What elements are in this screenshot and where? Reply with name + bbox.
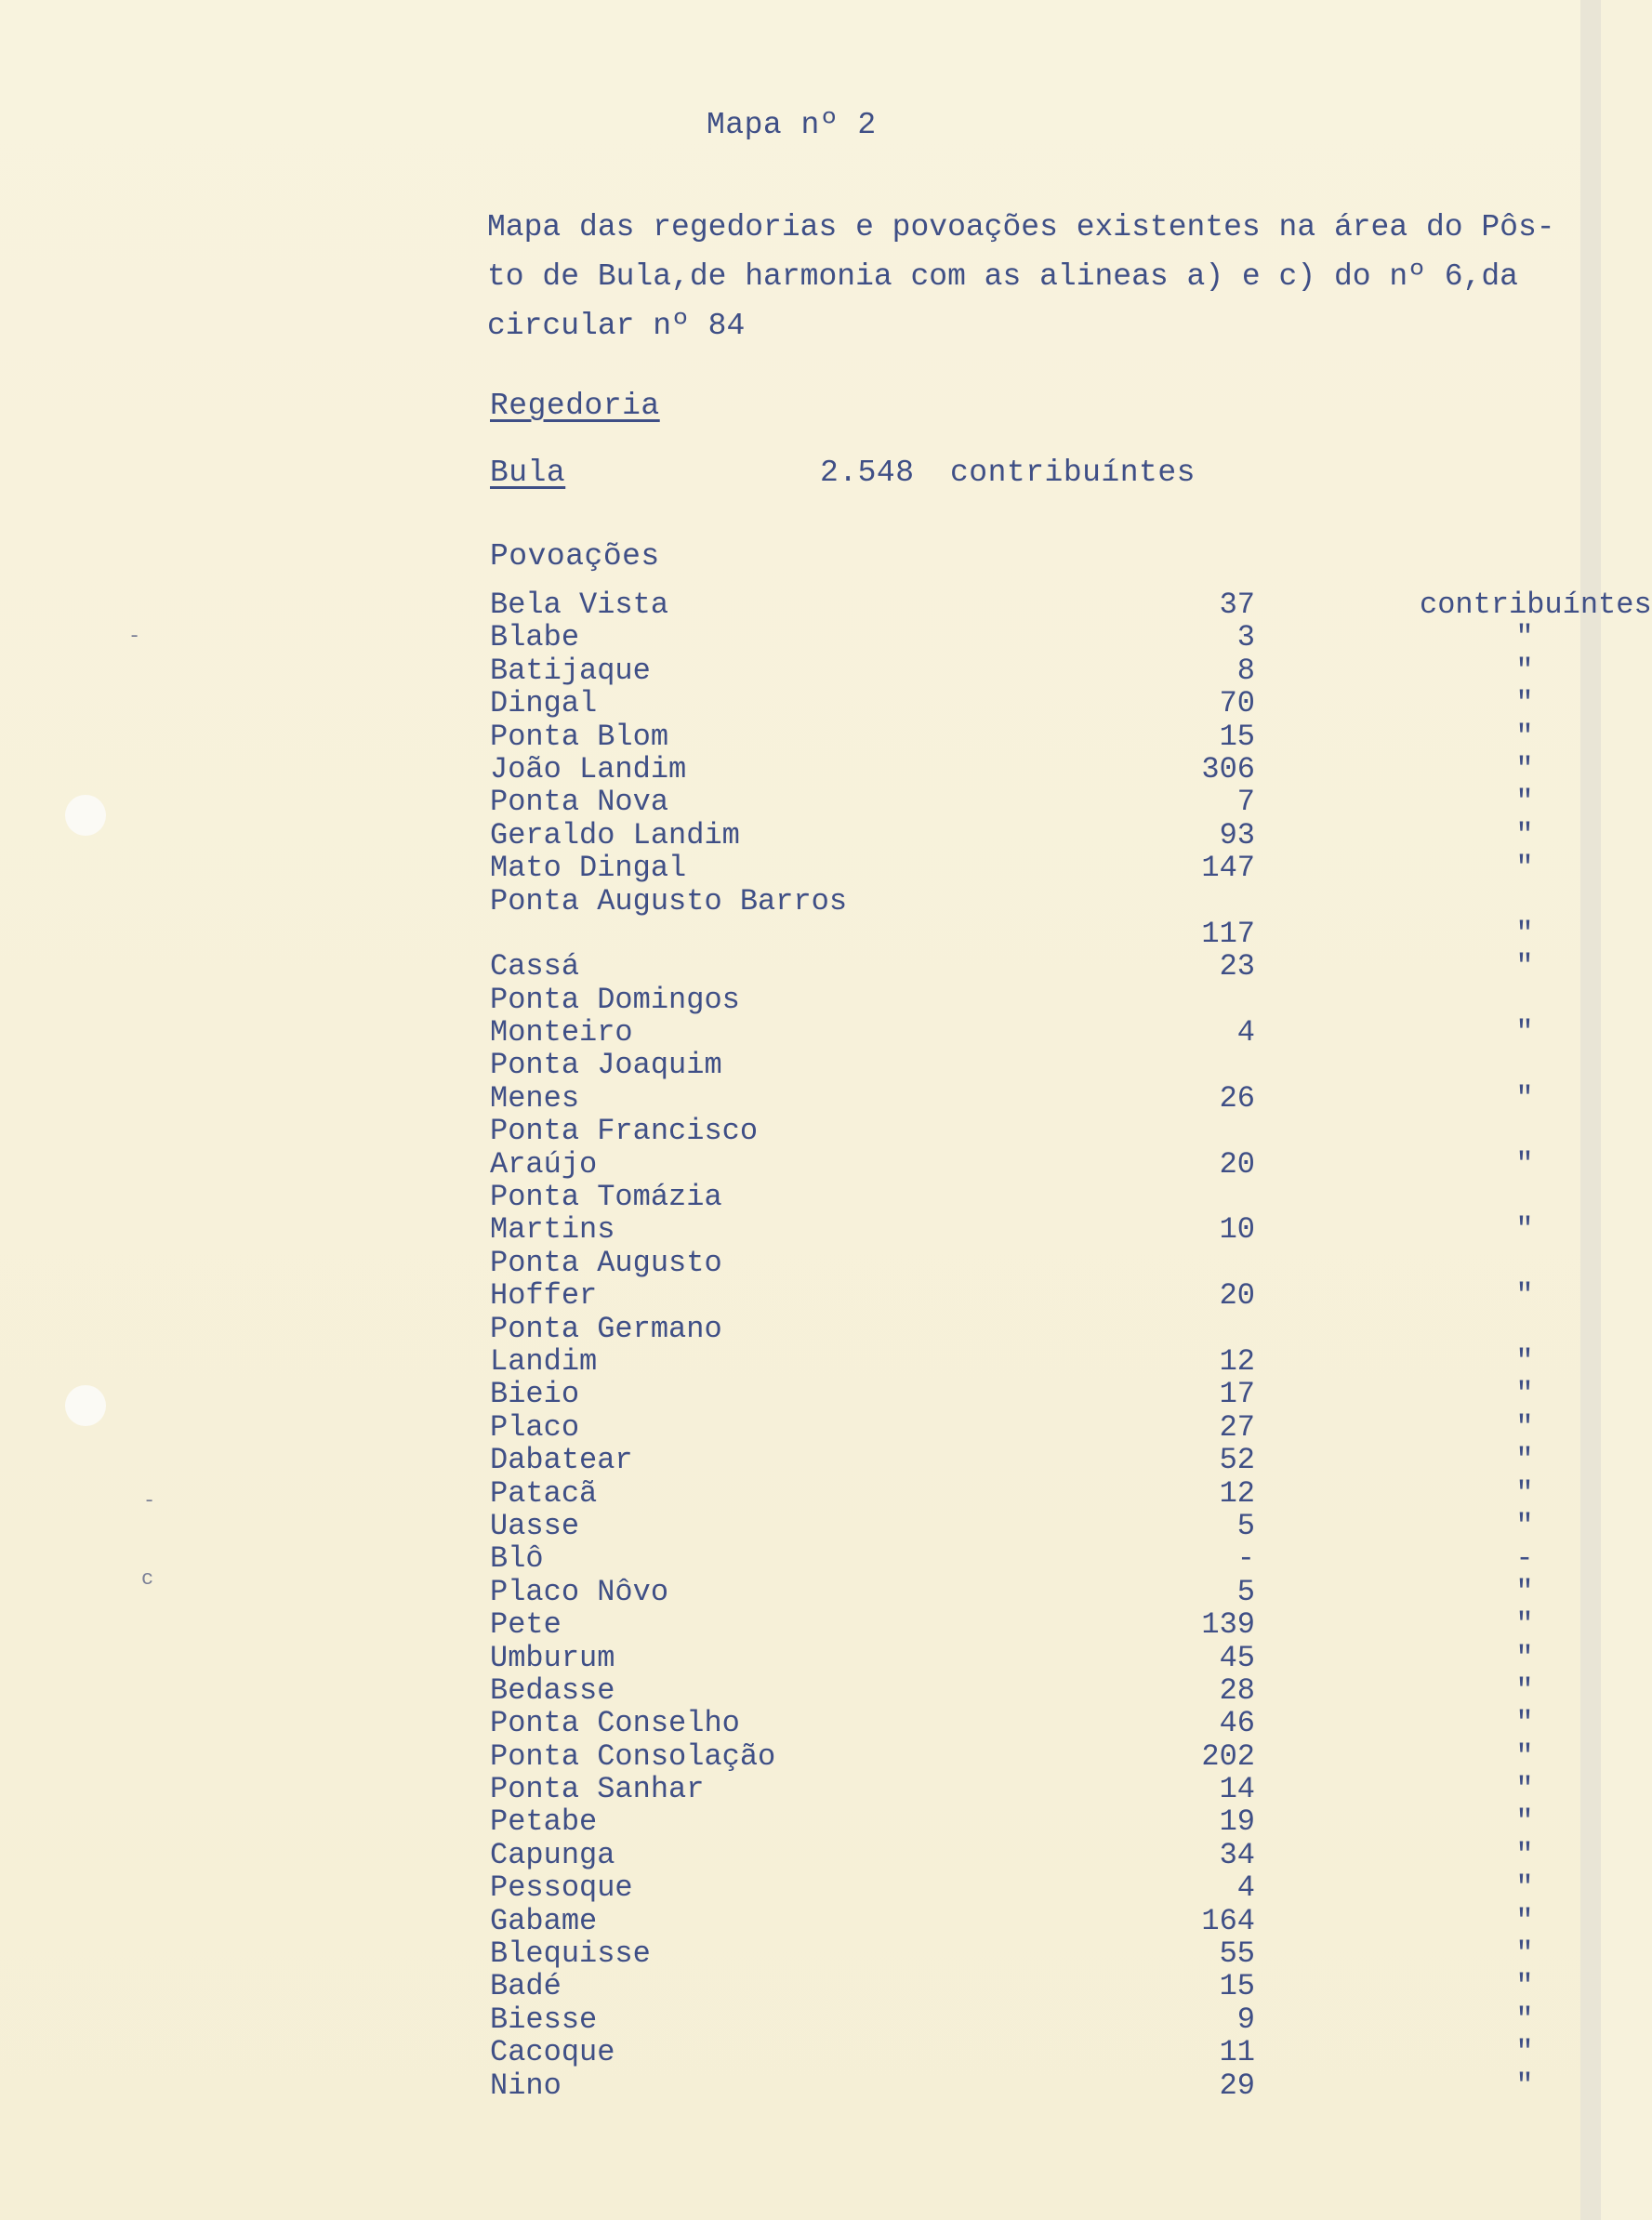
povoacoes-list (490, 588, 1652, 2103)
povoacao-value: 4 (1236, 1870, 1255, 1906)
povoacao-name: Badé (490, 1969, 562, 2004)
ditto-mark: " (1515, 1409, 1534, 1445)
ditto-mark: " (1515, 751, 1534, 786)
margin-mark: c (141, 1567, 154, 1591)
ditto-mark: " (1515, 1903, 1534, 1938)
regedoria-heading: Regedoria (490, 389, 660, 423)
ditto-mark: " (1515, 686, 1534, 721)
list-item (490, 1969, 1534, 2004)
povoacao-name: Pessoque (490, 1870, 633, 1906)
ditto-mark: " (1515, 1443, 1534, 1478)
list-item (490, 1048, 1234, 1083)
ditto-mark: " (1515, 1607, 1534, 1643)
povoacao-name: Monteiro (490, 1015, 633, 1051)
povoacao-value: - (1236, 1541, 1255, 1577)
margin-mark: - (143, 1489, 156, 1513)
ditto-mark: " (1515, 1508, 1534, 1543)
povoacao-value: 139 (1201, 1607, 1255, 1643)
ditto-mark: " (1515, 1343, 1534, 1379)
povoacao-value: 15 (1219, 1969, 1255, 2004)
povoacao-name: Ponta Augusto Barros (490, 883, 848, 918)
povoacao-value: 15 (1219, 719, 1255, 754)
povoacao-value: 9 (1236, 2002, 1255, 2037)
ditto-mark: " (1515, 1475, 1534, 1511)
povoacao-name: Ponta Consolação (490, 1738, 776, 1774)
povoacao-name: Gabame (490, 1903, 598, 1938)
povoacao-value: 164 (1201, 1903, 1255, 1938)
list-item (490, 1146, 1534, 1182)
povoacao-value: 45 (1219, 1640, 1255, 1675)
list-item (490, 1312, 1234, 1344)
povoacao-name: Ponta Blom (490, 719, 669, 754)
povoacao-value: 17 (1219, 1377, 1255, 1412)
list-item (490, 884, 1234, 917)
povoacao-name: Menes (490, 1080, 580, 1116)
ditto-mark: " (1515, 1640, 1534, 1675)
povoacao-value: 20 (1219, 1278, 1255, 1314)
ditto-mark: " (1515, 1377, 1534, 1412)
list-item (490, 653, 1534, 688)
list-item (490, 1377, 1534, 1412)
povoacao-name: Ponta Francisco (490, 1114, 759, 1149)
povoacao-name: Geraldo Landim (490, 817, 740, 852)
ditto-mark: " (1515, 1080, 1534, 1116)
povoacao-name: Ponta Sanhar (490, 1772, 705, 1807)
povoacao-value: 7 (1236, 785, 1255, 820)
povoacao-name: Ponta Tomázia (490, 1180, 722, 1215)
ditto-mark: " (1515, 1870, 1534, 1906)
povoacao-name: Blequisse (490, 1936, 651, 1972)
list-item (490, 1114, 1234, 1149)
povoacao-name: Martins (490, 1212, 615, 1248)
povoacao-name: Ponta Domingos (490, 982, 740, 1017)
ditto-mark: " (1515, 916, 1534, 951)
povoacao-value: 34 (1219, 1837, 1255, 1872)
povoacao-value: 23 (1219, 949, 1255, 984)
povoacao-name: Blô (490, 1541, 544, 1577)
unit-label: contribuíntes (1420, 588, 1652, 622)
list-item (490, 1804, 1534, 1840)
intro-line: to de Bula,de harmonia com as alineas a) e c) do nº 6,da (487, 259, 1518, 294)
povoacao-value: 19 (1219, 1804, 1255, 1840)
list-item (490, 1212, 1534, 1248)
list-item (490, 1640, 1534, 1675)
povoacao-name: Placo (490, 1409, 580, 1445)
povoacao-name: Dingal (490, 686, 598, 721)
povoacao-value: 12 (1219, 1343, 1255, 1379)
povoacao-value: 10 (1219, 1212, 1255, 1248)
ditto-mark: " (1515, 2068, 1534, 2103)
ditto-mark: " (1515, 2035, 1534, 2070)
list-item (490, 1772, 1534, 1807)
page-title: Mapa nº 2 (707, 108, 877, 142)
povoacao-value: 11 (1219, 2035, 1255, 2070)
punch-hole-top (65, 795, 106, 836)
list-item (490, 1936, 1534, 1972)
list-item (490, 1409, 1534, 1445)
povoacao-value: 117 (1201, 916, 1255, 951)
ditto-mark: " (1515, 1574, 1534, 1609)
povoacao-value: 3 (1236, 620, 1255, 655)
list-item (490, 686, 1534, 721)
list-item (490, 1278, 1534, 1314)
povoacao-value: 147 (1201, 851, 1255, 886)
ditto-mark: " (1515, 620, 1534, 655)
povoacao-value: 55 (1219, 1936, 1255, 1972)
povoacao-value: 46 (1219, 1706, 1255, 1741)
ditto-mark: " (1515, 2002, 1534, 2037)
ditto-mark: " (1515, 1969, 1534, 2004)
list-item (490, 1343, 1534, 1379)
povoacao-name: Umburum (490, 1640, 615, 1675)
povoacao-value: 20 (1219, 1146, 1255, 1182)
povoacao-name: Nino (490, 2068, 562, 2103)
povoacao-value: 12 (1219, 1475, 1255, 1511)
povoacao-name: Cacoque (490, 2035, 615, 2070)
list-item (490, 719, 1534, 754)
list-item (490, 983, 1234, 1015)
regedoria-unit: contribuíntes (950, 456, 1196, 490)
povoacao-name: Bieio (490, 1377, 580, 1412)
povoacao-name: Bedasse (490, 1672, 615, 1708)
intro-line: circular nº 84 (487, 309, 746, 343)
povoacao-value: 37 (1219, 588, 1255, 622)
list-item (490, 1903, 1534, 1938)
list-item (490, 1870, 1534, 1906)
ditto-mark: " (1515, 1837, 1534, 1872)
ditto-mark: " (1515, 653, 1534, 688)
ditto-mark: " (1515, 1278, 1534, 1314)
povoacao-name: Mato Dingal (490, 851, 687, 886)
list-item (490, 1706, 1534, 1741)
list-item (490, 2035, 1534, 2070)
list-item (490, 1180, 1234, 1215)
povoacao-value: 70 (1219, 686, 1255, 721)
regedoria-name: Bula (490, 456, 566, 490)
povoacao-name: Placo Nôvo (490, 1574, 669, 1609)
ditto-mark: " (1515, 1706, 1534, 1741)
intro-line: Mapa das regedorias e povoações existentes na área do Pôs- (487, 210, 1555, 244)
povoacao-value: 306 (1201, 751, 1255, 786)
list-item (490, 1508, 1534, 1543)
povoacao-value: 202 (1201, 1738, 1255, 1774)
ditto-mark: " (1515, 1212, 1534, 1248)
list-item (490, 817, 1534, 852)
page-edge (1580, 0, 1601, 2220)
list-item (490, 1607, 1534, 1643)
povoacao-value: 14 (1219, 1772, 1255, 1807)
povoacao-name: Hoffer (490, 1278, 598, 1314)
povoacao-name: Cassá (490, 949, 580, 984)
margin-mark: - (128, 625, 141, 648)
list-item (490, 916, 1534, 951)
povoacao-name: Ponta Germano (490, 1311, 722, 1346)
povoacao-name: Pete (490, 1607, 562, 1643)
ditto-mark: " (1515, 851, 1534, 886)
ditto-mark: " (1515, 785, 1534, 820)
list-item (490, 620, 1534, 655)
ditto-mark: - (1515, 1541, 1534, 1577)
povoacao-value: 5 (1236, 1574, 1255, 1609)
povoacao-name: Blabe (490, 620, 580, 655)
povoacao-name: Biesse (490, 2002, 598, 2037)
povoacao-value: 27 (1219, 1409, 1255, 1445)
list-item (490, 1738, 1534, 1774)
list-item (490, 751, 1534, 786)
povoacao-name: Batijaque (490, 653, 651, 688)
povoacao-value: 8 (1236, 653, 1255, 688)
povoacao-name: Ponta Conselho (490, 1706, 740, 1741)
povoacao-name: Ponta Joaquim (490, 1048, 722, 1083)
povoacao-value: 28 (1219, 1672, 1255, 1708)
povoacao-value: 4 (1236, 1015, 1255, 1051)
regedoria-value: 2.548 (820, 456, 915, 490)
list-item (490, 1475, 1534, 1511)
intro-paragraph (487, 203, 1555, 350)
list-item (490, 1246, 1234, 1278)
povoacao-name: Dabatear (490, 1443, 633, 1478)
list-item (490, 1015, 1534, 1051)
povoacao-value: 26 (1219, 1080, 1255, 1116)
povoacao-name: Araújo (490, 1146, 598, 1182)
list-item (490, 1443, 1534, 1478)
ditto-mark: " (1515, 1146, 1534, 1182)
povoacao-value: 5 (1236, 1508, 1255, 1543)
ditto-mark: " (1515, 1015, 1534, 1051)
povoacao-value: 29 (1219, 2068, 1255, 2103)
list-item (490, 851, 1534, 886)
ditto-mark: " (1515, 949, 1534, 984)
list-item (490, 2068, 1534, 2103)
povoacao-name: Uasse (490, 1508, 580, 1543)
povoacao-value: 52 (1219, 1443, 1255, 1478)
povoacao-name: Capunga (490, 1837, 615, 1872)
ditto-mark: " (1515, 1936, 1534, 1972)
povoacao-name: Patacã (490, 1475, 598, 1511)
povoacao-name: Landim (490, 1343, 598, 1379)
list-item (490, 785, 1534, 820)
list-item (490, 1672, 1534, 1708)
povoacoes-heading: Povoações (490, 539, 660, 574)
ditto-mark: " (1515, 1672, 1534, 1708)
povoacao-name: Bela Vista (490, 588, 669, 622)
povoacao-name: Ponta Nova (490, 785, 669, 820)
list-item (490, 1541, 1534, 1577)
povoacao-name: Petabe (490, 1804, 598, 1840)
punch-hole-bottom (65, 1385, 106, 1426)
povoacao-name: João Landim (490, 751, 687, 786)
list-item (490, 588, 1652, 622)
povoacao-name: Ponta Augusto (490, 1245, 722, 1280)
list-item (490, 949, 1534, 984)
list-item (490, 1574, 1534, 1609)
list-item (490, 1837, 1534, 1872)
ditto-mark: " (1515, 817, 1534, 852)
list-item (490, 2002, 1534, 2037)
ditto-mark: " (1515, 1772, 1534, 1807)
ditto-mark: " (1515, 1738, 1534, 1774)
povoacao-value: 93 (1219, 817, 1255, 852)
ditto-mark: " (1515, 1804, 1534, 1840)
list-item (490, 1080, 1534, 1116)
ditto-mark: " (1515, 719, 1534, 754)
